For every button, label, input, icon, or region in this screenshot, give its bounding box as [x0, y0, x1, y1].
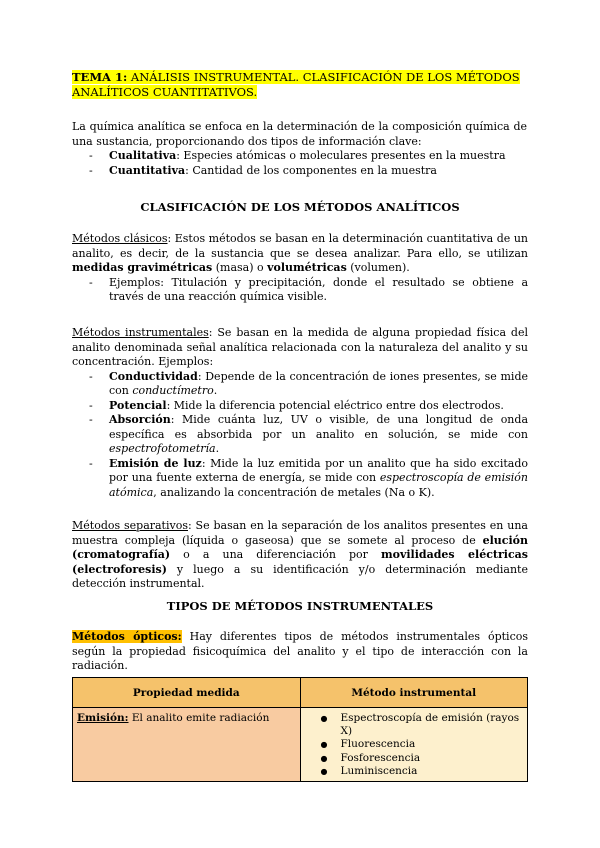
list-item: [72, 370, 528, 399]
list-item: [72, 164, 527, 179]
bold-term: movilidades eléctricas (electroforesis): [72, 548, 528, 576]
item-term: Potencial: [109, 398, 167, 412]
property-cell: [73, 708, 301, 782]
text-span: : Se basan en la separación de los analitos presentes en una muestra compleja (líquida o gaseosa) que se somete al proceso de: [72, 519, 528, 547]
bold-term: volumétricas: [267, 261, 347, 274]
text-span: : Se basan en la medida de alguna propiedad física del analito denominada señal analítica relacionada con la naturaleza del analito y su concentración. Ejemplos:: [72, 326, 528, 368]
list-item: ● Fosforescencia: [301, 752, 528, 765]
item-instrument: espectrofotometría: [109, 442, 216, 455]
item-term: Cuantitativa: [109, 163, 186, 177]
title-prefix: TEMA 1:: [72, 70, 128, 84]
property-label: Emisión:: [77, 712, 129, 724]
classic-label: Métodos clásicos: [72, 232, 168, 245]
text-span: o a una diferenciación por: [170, 548, 382, 561]
section-heading-types: TIPOS DE MÉTODOS INSTRUMENTALES: [166, 599, 434, 613]
table-row: [73, 708, 528, 782]
item-after: .: [215, 442, 220, 455]
intro-section: [72, 120, 527, 178]
method-cell: [300, 708, 528, 782]
instrumental-methods-paragraph: [72, 326, 528, 370]
item-instrument: conductímetro: [132, 384, 214, 397]
optical-label: Métodos ópticos:: [72, 630, 182, 643]
list-item: - Ejemplos: Titulación y precipitación, donde el resultado se obtiene a través de una reacción química visible.: [72, 276, 528, 305]
item-desc: : Cantidad de los componentes en la muestra: [185, 163, 437, 177]
item-desc: : Mide la diferencia potencial eléctrico entre dos electrodos.: [166, 398, 504, 412]
item-term: Cualitativa: [109, 149, 177, 162]
list-item: [72, 457, 528, 501]
table-header-row: [73, 678, 528, 708]
table-header-method: Método instrumental: [300, 678, 528, 708]
item-after: , analizando la concentración de metales (Na o K).: [153, 485, 435, 499]
classic-examples-list: [72, 276, 528, 305]
text-span: y luego a su identificación y/o determinación mediante detección instrumental.: [72, 562, 528, 590]
text-span: : Estos métodos se basan en la determinación cuantitativa de un analito, es decir, de la sustancia que se desea analizar. Para ello, se utilizan: [72, 232, 528, 260]
table-header-property: Propiedad medida: [73, 678, 301, 708]
instrumental-examples-list: [72, 370, 528, 501]
text-span: (masa) o: [212, 261, 268, 274]
list-item: ● Luminiscencia: [301, 765, 528, 778]
info-type-list: [72, 149, 527, 178]
section-heading-classification: CLASIFICACIÓN DE LOS MÉTODOS ANALÍTICOS: [140, 200, 460, 214]
classic-methods-paragraph: [72, 232, 528, 276]
title-text: ANÁLISIS INSTRUMENTAL. CLASIFICACIÓN DE LOS MÉTODOS ANALÍTICOS CUANTITATIVOS.: [72, 70, 520, 99]
item-term: Absorción: [109, 413, 171, 426]
optical-methods-table: [72, 677, 528, 782]
separative-methods-paragraph: [72, 519, 528, 592]
instrumental-label: Métodos instrumentales: [72, 326, 209, 339]
bold-term: elución (cromatografía): [72, 533, 528, 561]
item-desc: : Depende de la concentración de iones presentes, se mide con: [109, 369, 528, 397]
item-instrument: espectroscopía de emisión atómica: [109, 471, 528, 499]
list-item: [72, 399, 528, 414]
list-item: [72, 149, 527, 164]
optical-methods-paragraph: [72, 630, 528, 674]
item-term: Emisión de luz: [109, 456, 202, 470]
property-desc: El analito emite radiación: [128, 712, 270, 724]
document-title: [72, 70, 527, 100]
separative-label: Métodos separativos: [72, 519, 188, 532]
item-desc: : Mide cuánta luz, UV o visible, de una longitud de onda específica es absorbida por un analito en solución, se mide con: [109, 413, 528, 441]
bold-term: medidas gravimétricas: [72, 261, 213, 274]
instrumental-methods-section: [72, 326, 528, 500]
item-term: Conductividad: [109, 369, 198, 383]
item-after: .: [213, 384, 218, 397]
list-item: [72, 413, 528, 457]
text-span: (volumen).: [346, 261, 410, 274]
list-item: ● Espectroscopía de emisión (rayos X): [301, 712, 528, 738]
method-list: [301, 712, 528, 778]
intro-paragraph: La química analítica se enfoca en la determinación de la composición química de una sustancia, proporcionando dos tipos de información clave:: [72, 120, 527, 148]
text-span: Hay diferentes tipos de métodos instrumentales ópticos según la propiedad fisicoquímica del analito y el tipo de interacción con la radiación.: [72, 630, 528, 672]
item-desc: : Especies atómicas o moleculares presentes en la muestra: [176, 149, 506, 162]
item-desc: : Mide la luz emitida por un analito que ha sido excitado por una fuente externa de energía, se mide con: [109, 456, 528, 484]
list-item: ● Fluorescencia: [301, 738, 528, 751]
classic-methods-section: [72, 232, 528, 305]
